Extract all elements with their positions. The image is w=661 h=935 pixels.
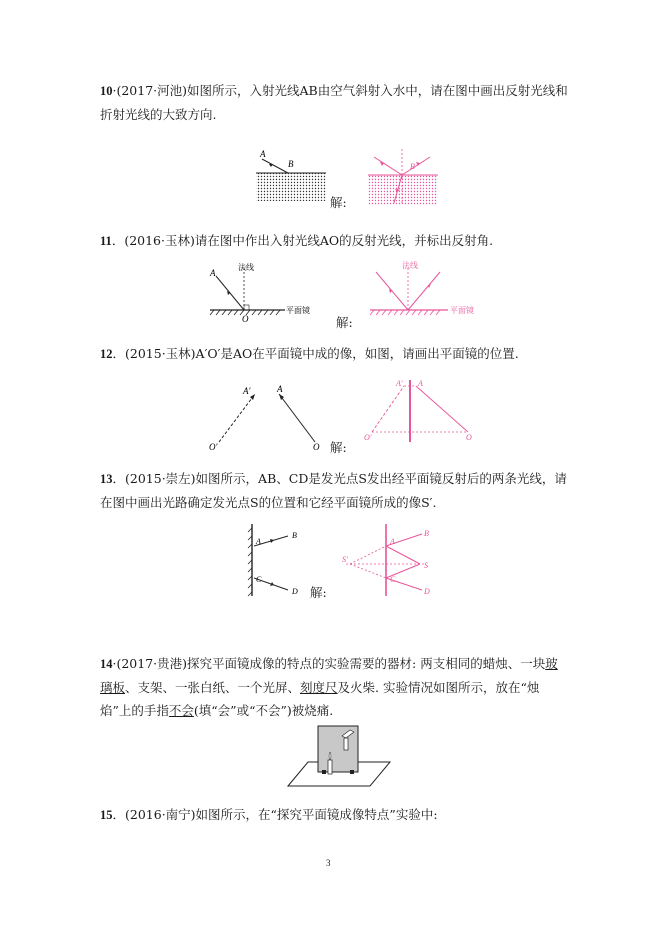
label-d: D <box>292 587 298 596</box>
svg-text:平面镜: 平面镜 <box>450 306 474 315</box>
figure-12-question <box>205 380 325 452</box>
figure-10-answer <box>362 145 442 207</box>
question-number: 12 <box>100 347 113 361</box>
svg-text:B: B <box>410 162 415 171</box>
figure-13-question <box>240 520 320 600</box>
question-text: ·(2017·河池)如图所示，入射光线AB由空气斜射入水中，请在图中画出反射光线和折射光线的大致方向. <box>100 83 568 122</box>
svg-text:C: C <box>390 575 396 584</box>
question-text: ．(2015·玉林)A′O′是AO在平面镜中成的像，如图，请画出平面镜的位置. <box>112 346 519 361</box>
question-number: 11 <box>100 234 112 248</box>
question-13 <box>100 467 570 514</box>
question-number: 14 <box>100 657 113 671</box>
question-text: ．(2016·南宁)如图所示，在“探究平面镜成像特点”实验中: <box>112 807 438 822</box>
label-b: B <box>292 531 297 540</box>
svg-text:A: A <box>390 537 395 546</box>
svg-text:S: S <box>424 561 428 570</box>
answer-label: 解: <box>336 315 353 330</box>
figure-13-answer <box>340 520 440 600</box>
question-11 <box>100 229 570 253</box>
answer-fill-1: 玻璃板 <box>100 656 558 695</box>
svg-text:D: D <box>424 587 430 596</box>
label-o: O <box>313 442 320 452</box>
svg-text:法线: 法线 <box>402 261 418 270</box>
question-number: 13 <box>100 472 113 486</box>
answer-label: 解: <box>310 585 327 600</box>
label-a: A <box>260 149 266 159</box>
svg-text:O: O <box>466 433 472 442</box>
label-mirror: 平面镜 <box>286 306 310 315</box>
label-o-prime: O′ <box>209 442 218 452</box>
answer-label: 解: <box>330 195 347 210</box>
label-o: O <box>242 314 249 324</box>
question-text: ·(2017·贵港)探究平面镜成像的特点的实验需要的器材: 两支相同的蜡烛、一块 <box>112 656 546 671</box>
svg-text:A′: A′ <box>396 379 403 388</box>
question-text: ．(2016·玉林)请在图中作出入射光线AO的反射光线，并标出反射角. <box>111 233 494 248</box>
figure-10-question <box>248 145 328 205</box>
svg-text:A: A <box>418 379 423 388</box>
question-14 <box>100 652 570 722</box>
label-normal: 法线 <box>238 263 254 272</box>
figure-14-candle-experiment <box>284 718 394 790</box>
label-a: A <box>256 537 261 546</box>
question-text: 及火柴. 实验情况如图所示，放在“烛焰”上的手指 <box>100 680 540 718</box>
answer-label: 解: <box>330 440 347 455</box>
page-number: 3 <box>326 858 331 868</box>
question-15 <box>100 803 570 827</box>
question-number: 15 <box>100 808 113 822</box>
svg-text:S′: S′ <box>342 555 348 564</box>
svg-text:B: B <box>424 529 429 538</box>
label-a: A <box>210 268 216 278</box>
question-number: 10 <box>100 84 113 98</box>
label-a-prime: A′ <box>243 386 251 396</box>
label-c: C <box>256 575 262 584</box>
label-a: A <box>277 384 283 394</box>
question-12 <box>100 342 570 366</box>
svg-text:O′: O′ <box>364 433 372 442</box>
question-text: ．(2015·崇左)如图所示，AB、CD是发光点S发出经平面镜反射后的两条光线，请在图中画出光路确定发光点S的位置和它经平面镜所成的像S′. <box>100 471 567 510</box>
question-10 <box>100 79 570 126</box>
question-text: 、支架、一张白纸、一个光屏、 <box>125 680 301 695</box>
question-text: (填“会”或“不会”)被烧痛. <box>193 703 334 718</box>
figure-11-answer <box>362 258 482 330</box>
answer-fill-2: 刻度尺 <box>300 680 338 695</box>
figure-11-question <box>200 258 320 330</box>
answer-fill-3: 不会 <box>168 703 194 718</box>
figure-12-answer <box>362 372 482 450</box>
label-b: B <box>288 159 294 169</box>
